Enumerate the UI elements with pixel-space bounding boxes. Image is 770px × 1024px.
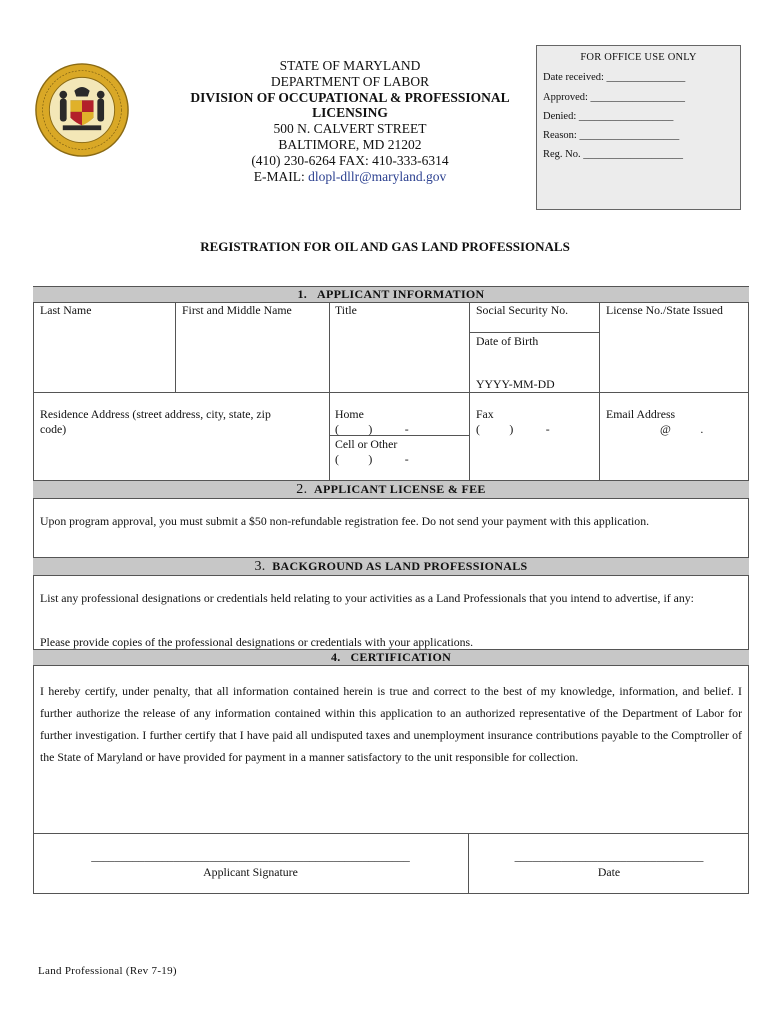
division-name-line2: LICENSING	[312, 105, 388, 121]
date-line[interactable]: ________________________________	[514, 849, 704, 863]
reason-field[interactable]: Reason: ___________________	[543, 130, 680, 141]
date-label: Date	[597, 865, 621, 879]
document-title: REGISTRATION FOR OIL AND GAS LAND PROFESSIONALS	[200, 239, 570, 254]
ssn-label: Social Security No.	[476, 303, 569, 317]
signature-label: Applicant Signature	[203, 865, 298, 879]
agency-header	[170, 58, 530, 184]
cell-phone-format: ( ) -	[335, 452, 409, 466]
division-name-line1: DIVISION OF OCCUPATIONAL & PROFESSIONAL	[190, 89, 510, 105]
email-format: @ .	[660, 422, 704, 436]
license-label: License No./State Issued	[606, 303, 723, 317]
denied-field[interactable]: Denied: __________________	[543, 111, 674, 122]
home-phone-label: Home	[335, 407, 364, 421]
street-address: 500 N. CALVERT STREET	[273, 121, 427, 137]
last-name-label: Last Name	[40, 303, 92, 317]
dob-label: Date of Birth	[476, 334, 539, 348]
date-received-field[interactable]: Date received: _______________	[543, 72, 686, 83]
fax-label: Fax	[476, 407, 494, 421]
section1-header: 1. APPLICANT INFORMATION	[33, 287, 749, 302]
state-name: STATE OF MARYLAND	[279, 58, 421, 73]
email-address-label: Email Address	[606, 407, 676, 421]
form-revision-footer: Land Professional (Rev 7-19)	[38, 965, 177, 977]
reg-no-field[interactable]: Reg. No. ___________________	[543, 149, 683, 160]
residence-label-line2: code)	[40, 422, 67, 436]
email-label: E-MAIL:	[253, 168, 309, 184]
home-phone-format: ( ) -	[335, 422, 409, 436]
signature-line[interactable]: ______________________________________________________	[91, 849, 410, 863]
first-middle-name-label: First and Middle Name	[182, 303, 292, 317]
fee-instruction: Upon program approval, you must submit a $50 non-refundable registration fee. Do not send your payment with this application.	[40, 514, 650, 528]
section4-header: 4. CERTIFICATION	[33, 650, 749, 665]
registration-form	[33, 286, 749, 894]
dob-format: YYYY-MM-DD	[476, 377, 555, 391]
title-label: Title	[335, 303, 357, 317]
maryland-seal-icon	[34, 62, 130, 158]
office-use-title: FOR OFFICE USE ONLY	[580, 52, 697, 63]
residence-label-line1: Residence Address (street address, city, state, zip	[40, 407, 271, 421]
fax-format: ( ) -	[476, 422, 550, 436]
certification-statement: I hereby certify, under penalty, that all information contained herein is true and correct to the best of my knowledge, information, and belief. I further authorize the release of any information contained within this application to an authorized representative of the Department of Labor for further investigation. I further certify that I have paid all undisputed taxes and unemployment insurance contributions payable to the Comptroller of the State of Maryland or have provided for payment in a manner satisfactory to the unit responsible for collection.	[40, 684, 742, 764]
section2-header: 2. APPLICANT LICENSE & FEE	[33, 481, 749, 498]
credentials-copies-note: Please provide copies of the professional designations or credentials with your applications.	[40, 635, 474, 649]
section3-header: 3. BACKGROUND AS LAND PROFESSIONALS	[33, 558, 749, 575]
email-line	[170, 169, 530, 185]
city-address: BALTIMORE, MD 21202	[278, 136, 422, 152]
office-use-box	[536, 45, 741, 210]
approved-field[interactable]: Approved: __________________	[543, 92, 686, 103]
email-link[interactable]: dlopl-dllr@maryland.gov	[308, 168, 447, 184]
department-name: DEPARTMENT OF LABOR	[270, 73, 430, 89]
phone-fax: (410) 230-6264 FAX: 410-333-6314	[251, 152, 449, 168]
credentials-instruction: List any professional designations or credentials held relating to your activities as a Land Professionals that you intend to advertise, if any:	[40, 591, 694, 605]
cell-phone-label: Cell or Other	[335, 437, 398, 451]
